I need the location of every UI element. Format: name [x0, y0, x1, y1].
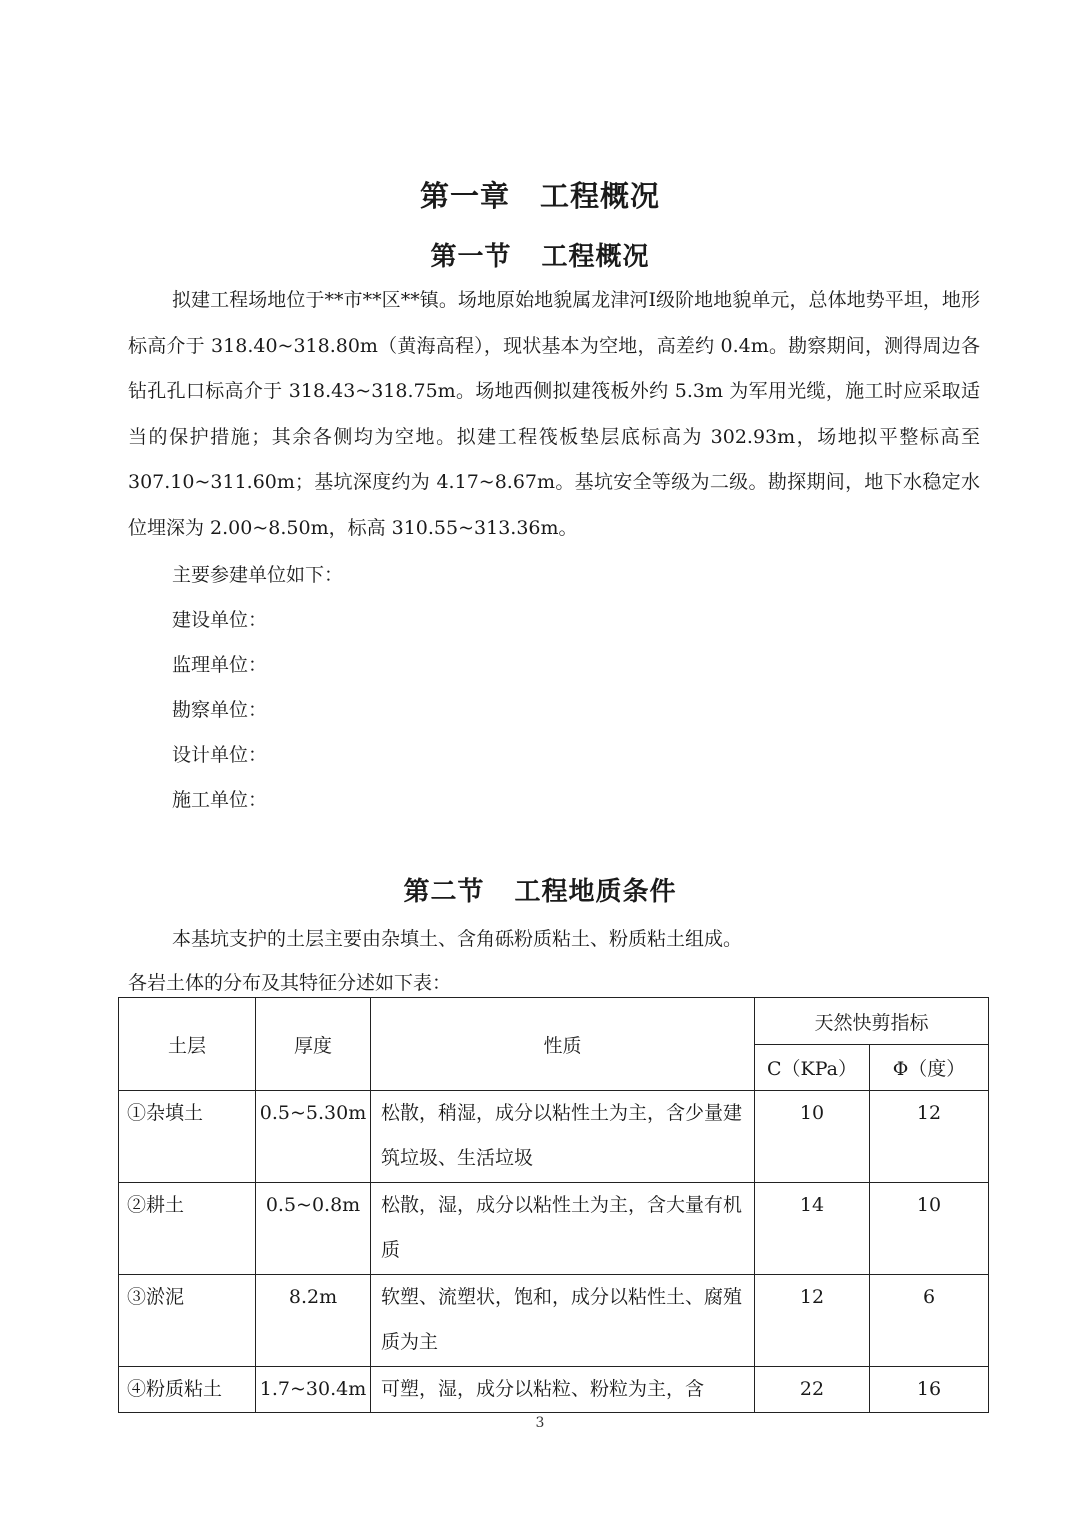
table-row [119, 1367, 989, 1413]
header-layer: 土层 [119, 998, 256, 1091]
cell-layer: ④粉质粘土 [119, 1367, 256, 1413]
header-friction-angle: Φ（度） [870, 1045, 989, 1091]
cell-property: 软塑、流塑状，饱和，成分以粘性土、腐殖质为主 [371, 1275, 755, 1367]
section2-title [0, 871, 1080, 908]
cell-friction-angle: 6 [870, 1275, 989, 1367]
cell-thickness: 8.2m [256, 1275, 371, 1367]
cell-cohesion: 22 [755, 1367, 870, 1413]
cell-thickness: 0.5~5.30m [256, 1091, 371, 1183]
page-number: 3 [535, 1415, 545, 1431]
chapter-title [0, 174, 1080, 215]
cell-property: 松散，稍湿，成分以粘性土为主，含少量建筑垃圾、生活垃圾 [371, 1091, 755, 1183]
cell-cohesion: 14 [755, 1183, 870, 1275]
chapter-name: 工程概况 [540, 179, 661, 213]
cell-property: 可塑，湿，成分以粘粒、粉粒为主，含 [371, 1367, 755, 1413]
unit-design: 设计单位： [172, 744, 268, 766]
cell-cohesion: 10 [755, 1091, 870, 1183]
unit-survey: 勘察单位： [172, 699, 268, 721]
unit-construction: 建设单位： [172, 609, 268, 631]
table-row [119, 1091, 989, 1183]
header-cohesion: C（KPa） [755, 1045, 870, 1091]
cell-layer: ①杂填土 [119, 1091, 256, 1183]
chapter-number: 第一章 [419, 179, 510, 213]
cell-thickness: 1.7~30.4m [256, 1367, 371, 1413]
section1-number: 第一节 [430, 242, 512, 272]
table-row [119, 1183, 989, 1275]
cell-layer: ②耕土 [119, 1183, 256, 1275]
soil-properties-table [118, 997, 989, 1413]
unit-contractor: 施工单位： [172, 789, 268, 811]
cell-friction-angle: 12 [870, 1091, 989, 1183]
project-overview-paragraph: 拟建工程场地位于**市**区**镇。场地原始地貌属龙津河Ⅰ级阶地地貌单元，总体地势平坦，地形标高介于 318.40~318.80m（黄海高程），现状基本为空地，高差约 0.4m。勘察期间，测得周边各钻孔孔口标高介于 318.43~318.75m。场地西侧拟建筏板外约 5.3m 为军用光缆，施工时应采取适当的保护措施；其余各侧均为空地。拟建工程筏板垫层底标高为 302.93m，场地拟平整标高至 307.10~311.60m；基坑深度约为 4.17~8.67m。基坑安全等级为二级。勘探期间，地下水稳定水位埋深为 2.00~8.50m，标高 310.55~313.36m。 [128, 289, 980, 539]
cell-friction-angle: 10 [870, 1183, 989, 1275]
header-property: 性质 [371, 998, 755, 1091]
section2-number: 第二节 [403, 877, 485, 907]
table-intro: 各岩土体的分布及其特征分述如下表： [128, 972, 452, 994]
cell-friction-angle: 16 [870, 1367, 989, 1413]
section1-name: 工程概况 [541, 242, 650, 272]
section2-name: 工程地质条件 [514, 877, 677, 907]
section1-title [0, 236, 1080, 273]
cell-property: 松散，湿，成分以粘性土为主，含大量有机质 [371, 1183, 755, 1275]
unit-supervision: 监理单位： [172, 654, 268, 676]
table-row [119, 1275, 989, 1367]
geology-intro: 本基坑支护的土层主要由杂填土、含角砾粉质粘土、粉质粘土组成。 [172, 928, 743, 950]
header-thickness: 厚度 [256, 998, 371, 1091]
cell-layer: ③淤泥 [119, 1275, 256, 1367]
header-shear-group: 天然快剪指标 [755, 998, 989, 1045]
cell-thickness: 0.5~0.8m [256, 1183, 371, 1275]
units-intro: 主要参建单位如下： [172, 564, 344, 586]
cell-cohesion: 12 [755, 1275, 870, 1367]
